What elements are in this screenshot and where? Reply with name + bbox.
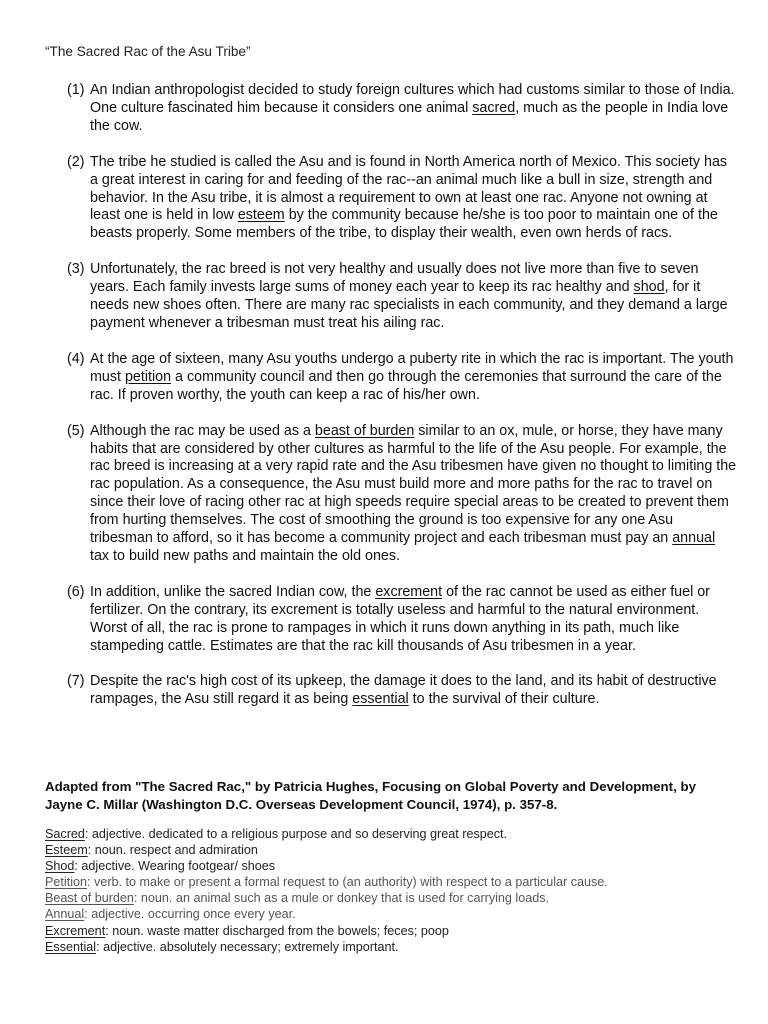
glossary-entry <box>45 826 735 842</box>
paragraph-text <box>90 423 737 566</box>
text-segment: An Indian anthropologist decided to study foreign cultures which had customs similar to those of India. One culture fascinated him because it considers one animal <box>90 82 735 116</box>
text-segment: , for it needs new shoes often. There are many rac specialists in each community, and they demand a large payment whenever a tribesman must treat his ailing rac. <box>90 279 728 331</box>
paragraph-text <box>90 82 737 136</box>
paragraph-text <box>90 351 737 405</box>
glossary-entry <box>45 939 735 955</box>
paragraph-text <box>90 584 737 656</box>
glossary-term: Annual <box>45 907 85 922</box>
glossary-term: Essential <box>45 939 97 954</box>
glossary-term: Shod <box>45 859 75 874</box>
glossary-entry <box>45 890 735 906</box>
glossary-entry <box>45 906 735 922</box>
text-segment: The tribe he studied is called the Asu and is found in North America north of Mexico. This society has a great interest in caring for and feeding of the rac--an animal much like a bull in size, strength and behavior. In the Asu tribe, it is almost a requirement to own at least one rac. Anyone not owning at least one is held in low <box>90 153 728 224</box>
vocab-term-excrement: excrement <box>375 583 443 600</box>
paragraph-3 <box>67 261 737 333</box>
text-segment: similar to an ox, mule, or horse, they have many habits that are considered by other cultures as harmful to the life of the Asu people. For example, the rac breed is increasing at a very rapid rate and the Asu tribesmen have given no thought to limiting the rac population. As a consequence, the Asu must build more and more paths for the rac to travel on since their love of racing other rac at high speeds require special areas to be created to prevent them from hurting themselves. The cost of smoothing the ground is too expensive for any one Asu tribesman to afford, so it has become a community project and each tribesman must pay an <box>90 422 737 547</box>
glossary-definition: : verb. to make or present a formal request to (an authority) with respect to a particular cause. <box>87 875 608 890</box>
vocab-term-shod: shod <box>633 279 665 296</box>
paragraph-number: (7) <box>67 673 85 690</box>
text-segment: Unfortunately, the rac breed is not very healthy and usually does not live more than five to seven years. Each family invests large sums of money each year to keep its rac healthy and <box>90 261 699 296</box>
glossary-term: Sacred <box>45 827 85 841</box>
paragraph-4 <box>67 351 737 405</box>
glossary-definition: : adjective. dedicated to a religious purpose and so deserving great respect. <box>84 827 508 841</box>
vocab-term-annual: annual <box>672 530 716 547</box>
paragraph-number: (3) <box>67 261 85 278</box>
glossary-term: Petition <box>45 875 88 890</box>
title-part-2: of the Asu Tribe” <box>147 44 251 59</box>
paragraph-number: (1) <box>67 82 85 98</box>
text-segment: In addition, unlike the sacred Indian cow, the <box>90 583 376 600</box>
text-segment: tax to build new paths and maintain the old ones. <box>90 547 400 564</box>
text-segment: , much as the people in India love the cow. <box>90 99 729 134</box>
text-segment: Although the rac may be used as a <box>90 422 315 439</box>
vocab-term-beast-of-burden: beast of burden <box>314 422 415 439</box>
glossary-entry <box>45 858 735 874</box>
paragraph-2 <box>67 154 737 244</box>
text-segment: Despite the rac's high cost of its upkeep, the damage it does to the land, and its habit of destructive rampages, the Asu still regard it as being <box>90 673 717 708</box>
paragraph-number: (4) <box>67 350 85 367</box>
paragraph-text <box>90 261 737 333</box>
paragraph-text <box>90 154 737 244</box>
paragraph-list <box>67 82 737 727</box>
text-segment: At the age of sixteen, many Asu youths undergo a puberty rite in which the rac is important. The youth must <box>90 350 734 385</box>
glossary-term: Beast of burden <box>45 891 134 906</box>
document-title <box>45 44 251 60</box>
glossary-entry <box>45 842 735 858</box>
paragraph-5 <box>67 423 737 566</box>
glossary-definition: : adjective. absolutely necessary; extremely important. <box>96 939 399 954</box>
paragraph-number: (6) <box>67 583 85 600</box>
glossary-definition: : noun. respect and admiration <box>87 843 258 858</box>
glossary <box>45 826 735 955</box>
glossary-term: Excrement <box>45 923 106 938</box>
text-segment: a community council and then go through the ceremonies that surround the care of the rac. If proven worthy, the youth can keep a rac of his/her own. <box>90 368 722 403</box>
vocab-term-petition: petition <box>124 368 172 385</box>
glossary-definition: : adjective. Wearing footgear/ shoes <box>74 859 276 874</box>
glossary-entry <box>45 874 735 890</box>
glossary-definition: : adjective. occurring once every year. <box>84 907 296 922</box>
glossary-definition: : noun. an animal such as a mule or donkey that is used for carrying loads. <box>133 891 550 906</box>
text-segment: to the survival of their culture. <box>408 691 600 708</box>
paragraph-number: (2) <box>67 153 85 170</box>
paragraph-number: (5) <box>67 422 85 439</box>
paragraph-1 <box>67 82 737 136</box>
paragraph-text <box>90 673 737 709</box>
source-citation: Adapted from "The Sacred Rac," by Patricia Hughes, Focusing on Global Poverty and Development, by Jayne C. Millar (Washington D.C. Overseas Development Council, 1974), p. 357-8. <box>45 779 696 812</box>
vocab-term-sacred: sacred <box>472 99 516 116</box>
paragraph-6 <box>67 584 737 656</box>
vocab-term-esteem: esteem <box>237 207 285 224</box>
text-segment: of the rac cannot be used as either fuel or fertilizer. On the contrary, its excrement is totally useless and harmful to the natural environment. Worst of all, the rac is prone to rampages in which it runs down anything in its path, much like stampeding cattle. Estimates are that the rac kill thousands of Asu tribesmen in a year. <box>90 583 710 654</box>
paragraph-7 <box>67 673 737 709</box>
glossary-definition: : noun. waste matter discharged from the bowels; feces; poop <box>105 923 449 938</box>
glossary-entry <box>45 923 735 939</box>
text-segment: by the community because he/she is too poor to maintain one of the beasts properly. Some members of the tribe, to display their wealth, even own herds of racs. <box>90 207 718 242</box>
vocab-term-essential: essential <box>352 691 409 708</box>
glossary-term: Esteem <box>45 843 88 858</box>
title-part-1: “The Sacred Rac <box>45 44 148 59</box>
